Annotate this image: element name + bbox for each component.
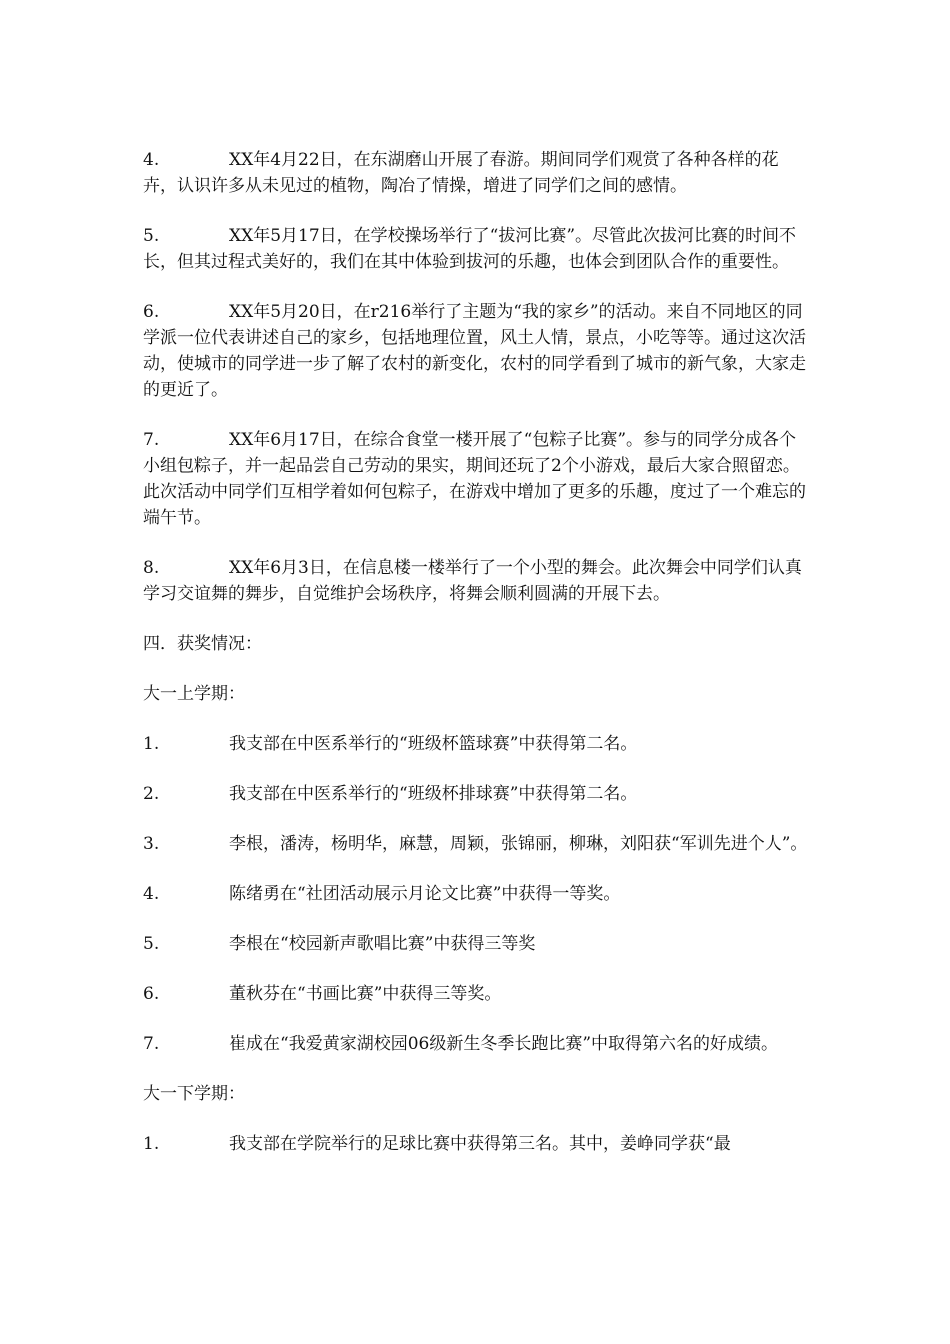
item-number: 5.: [143, 934, 160, 954]
item-text: XX年6月17日，在综合食堂一楼开展了“包粽子比赛”。参与的同学分成各个小组包粽子，并一起品尝自己劳动的果实，期间还玩了2个小游戏，最后大家合照留恋。此次活动中同学们互相学着如何包粽子，在游戏中增加了更多的乐趣，度过了一个难忘的端午节。: [143, 430, 806, 528]
award-item: [143, 1131, 808, 1157]
award-item: [143, 981, 808, 1007]
item-number: 1.: [143, 1134, 160, 1154]
item-text: 我支部在中医系举行的“班级杯排球赛”中获得第二名。: [229, 784, 638, 804]
award-item: [143, 781, 808, 807]
item-text: 李根，潘涛，杨明华，麻慧，周颖，张锦丽，柳琳，刘阳获“军训先进个人”。: [229, 834, 808, 854]
item-text: 我支部在学院举行的足球比赛中获得第三名。其中，姜峥同学获“最: [229, 1134, 731, 1154]
item-text: XX年6月3日，在信息楼一楼举行了一个小型的舞会。此次舞会中同学们认真学习交谊舞的舞步，自觉维护会场秩序，将舞会顺利圆满的开展下去。: [143, 558, 802, 604]
item-number: 8.: [143, 558, 160, 578]
section-heading: 四．获奖情况：: [143, 634, 262, 654]
term2-heading: 大一下学期：: [143, 1084, 245, 1104]
item-number: 7.: [143, 430, 160, 450]
activity-item-6: [143, 299, 808, 403]
item-number: 7.: [143, 1034, 160, 1054]
item-text: 李根在“校园新声歌唱比赛”中获得三等奖: [229, 934, 536, 954]
item-text: 董秋芬在“书画比赛”中获得三等奖。: [229, 984, 502, 1004]
award-item: [143, 731, 808, 757]
item-text: XX年5月20日，在r216举行了主题为“我的家乡”的活动。来自不同地区的同学派一位代表讲述自己的家乡，包括地理位置，风土人情，景点，小吃等等。通过这次活动，使城市的同学进一步了解了农村的新变化，农村的同学看到了城市的新气象，大家走的更近了。: [143, 302, 806, 400]
item-number: 3.: [143, 834, 160, 854]
activity-item-4: [143, 147, 808, 199]
award-item: [143, 931, 808, 957]
award-item: [143, 881, 808, 907]
item-text: 陈绪勇在“社团活动展示月论文比赛”中获得一等奖。: [229, 884, 621, 904]
item-text: XX年5月17日，在学校操场举行了“拔河比赛”。尽管此次拔河比赛的时间不长，但其过程式美好的，我们在其中体验到拔河的乐趣，也体会到团队合作的重要性。: [143, 226, 797, 272]
activity-item-7: [143, 427, 808, 531]
item-text: XX年4月22日，在东湖磨山开展了春游。期间同学们观赏了各种各样的花卉，认识许多从未见过的植物，陶冶了情操，增进了同学们之间的感情。: [143, 150, 779, 196]
item-number: 4.: [143, 150, 160, 170]
document-page: [143, 147, 808, 1181]
item-number: 1.: [143, 734, 160, 754]
item-number: 6.: [143, 302, 160, 322]
award-item: [143, 1031, 808, 1057]
item-number: 4.: [143, 884, 160, 904]
term1-heading: 大一上学期：: [143, 684, 245, 704]
award-item: [143, 831, 808, 857]
item-number: 5.: [143, 226, 160, 246]
activity-item-5: [143, 223, 808, 275]
item-text: 我支部在中医系举行的“班级杯篮球赛”中获得第二名。: [229, 734, 638, 754]
item-number: 6.: [143, 984, 160, 1004]
activity-item-8: [143, 555, 808, 607]
item-text: 崔成在“我爱黄家湖校园06级新生冬季长跑比赛”中取得第六名的好成绩。: [229, 1034, 779, 1054]
item-number: 2.: [143, 784, 160, 804]
